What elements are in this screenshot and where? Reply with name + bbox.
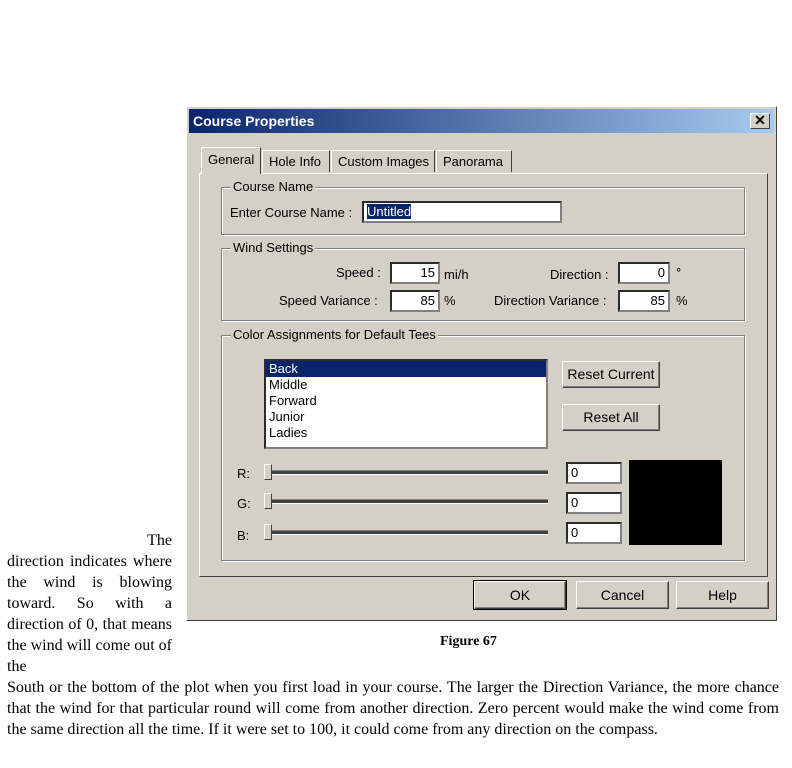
direction-unit: ° — [676, 265, 682, 280]
wind-settings-group — [221, 240, 745, 321]
side-paragraph-start: The — [147, 532, 172, 549]
direction-label: Direction : — [550, 267, 609, 282]
reset-current-button[interactable]: Reset Current — [562, 361, 660, 388]
tab-panorama[interactable]: Panorama — [436, 150, 512, 172]
green-slider-thumb[interactable] — [264, 493, 272, 509]
tab-custom-images[interactable]: Custom Images — [331, 150, 435, 172]
red-slider-track — [264, 470, 548, 475]
title-bar[interactable] — [189, 109, 774, 133]
green-input[interactable]: 0 — [566, 492, 622, 514]
red-label: R: — [237, 466, 250, 481]
close-button[interactable] — [750, 113, 770, 129]
tee-list-item[interactable]: Forward — [269, 393, 317, 408]
help-button[interactable]: Help — [676, 581, 769, 609]
wind-settings-group-label: Wind Settings — [233, 240, 314, 255]
green-slider[interactable] — [264, 493, 548, 509]
ok-button[interactable]: OK — [474, 581, 566, 609]
tee-listbox[interactable] — [264, 359, 548, 449]
green-slider-track — [264, 499, 548, 504]
course-name-group — [221, 179, 745, 235]
course-name-label: Enter Course Name : — [230, 205, 353, 220]
red-slider[interactable] — [264, 464, 548, 480]
speed-unit: mi/h — [444, 267, 469, 282]
blue-input[interactable]: 0 — [566, 522, 622, 544]
tee-list-item[interactable]: Ladies — [269, 425, 308, 440]
reset-all-button[interactable]: Reset All — [562, 404, 660, 431]
speed-variance-unit: % — [444, 293, 456, 308]
direction-variance-label: Direction Variance : — [494, 293, 607, 308]
side-paragraph-body: direction indicates where the wind is blowing toward. So with a direction of 0, that means the wind will come out of the — [7, 553, 172, 675]
red-input[interactable]: 0 — [566, 462, 622, 484]
dialog-title: Course Properties — [193, 113, 315, 129]
direction-variance-input[interactable]: 85 — [618, 290, 670, 312]
speed-input[interactable]: 15 — [390, 262, 440, 284]
speed-label: Speed : — [336, 265, 381, 280]
course-name-group-label: Course Name — [233, 179, 314, 194]
direction-input[interactable]: 0 — [618, 262, 670, 284]
blue-slider-thumb[interactable] — [264, 524, 272, 540]
body-paragraph: South or the bottom of the plot when you first load in your course. The larger the Direction Variance, the more chance that the wind for that particular round will come from another direction. Zero percent would make the wind come from the same direction all the time. If it were set to 100, it could come from any direction on the compass. — [7, 679, 779, 738]
tee-list-item[interactable]: Back — [266, 361, 546, 377]
speed-variance-label: Speed Variance : — [279, 293, 378, 308]
green-label: G: — [237, 496, 251, 511]
course-name-input[interactable] — [362, 201, 562, 223]
cancel-button[interactable]: Cancel — [576, 581, 669, 609]
red-slider-thumb[interactable] — [264, 464, 272, 480]
blue-slider[interactable] — [264, 524, 548, 540]
course-name-value: Untitled — [367, 204, 412, 219]
close-icon: ✕ — [754, 112, 766, 128]
tee-list-item[interactable]: Junior — [269, 409, 305, 424]
figure-caption: Figure 67 — [440, 634, 497, 649]
color-swatch — [629, 460, 722, 545]
blue-label: B: — [237, 528, 250, 543]
tee-list-item[interactable]: Middle — [269, 377, 308, 392]
blue-slider-track — [264, 530, 548, 535]
course-properties-dialog — [186, 106, 777, 621]
tab-general[interactable]: General — [201, 147, 261, 174]
general-tab-panel — [199, 173, 768, 577]
side-paragraph — [7, 530, 172, 677]
color-assignments-group-label: Color Assignments for Default Tees — [233, 327, 436, 342]
tab-hole-info[interactable]: Hole Info — [262, 150, 330, 172]
speed-variance-input[interactable]: 85 — [390, 290, 440, 312]
direction-variance-unit: % — [676, 293, 688, 308]
color-assignments-group — [221, 327, 745, 561]
